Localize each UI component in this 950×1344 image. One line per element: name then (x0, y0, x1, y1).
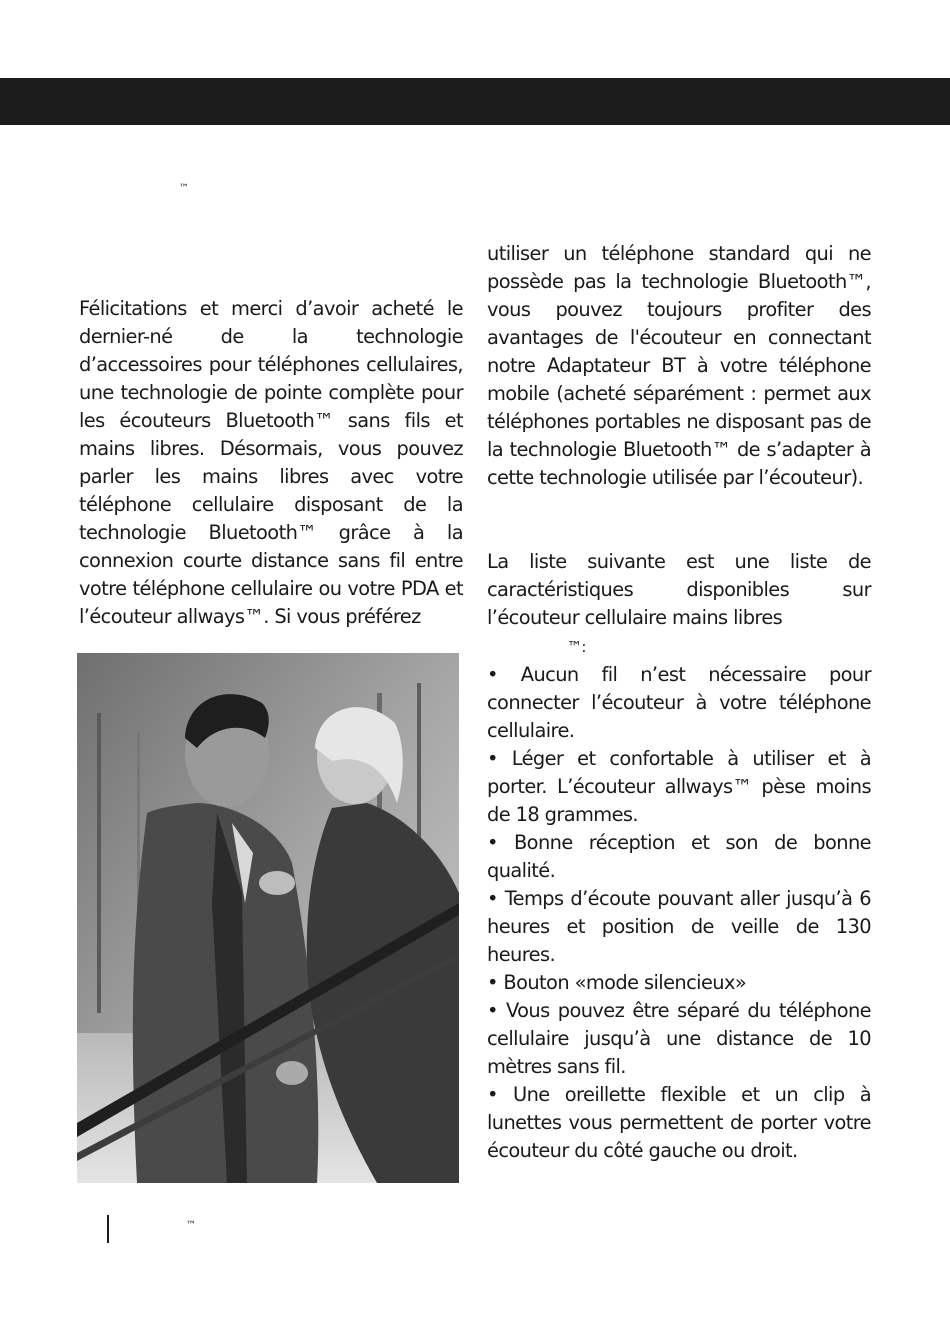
feature-item: • Une oreillette flexible et un clip à lunettes vous permettent de porter votre écouteur du côté gauche ou droit. (487, 1083, 871, 1162)
features-intro-text: La liste suivante est une liste de caractéristiques disponibles sur l’écouteur cellulaire mains libres (487, 550, 871, 629)
right-column (487, 240, 871, 1165)
couple-photo (77, 653, 459, 1183)
footer-trademark: ™ (186, 1220, 196, 1231)
features-intro-trademark: ™: (567, 638, 586, 656)
feature-item: • Léger et confortable à utiliser et à porter. L’écouteur allways™ pèse moins de 18 grammes. (487, 747, 871, 826)
feature-item: • Vous pouvez être séparé du téléphone cellulaire jusqu’à une distance de 10 mètres sans fil. (487, 999, 871, 1078)
feature-item: • Aucun fil n’est nécessaire pour connecter l’écouteur à votre téléphone cellulaire. (487, 663, 871, 742)
section-gap (487, 492, 871, 548)
feature-item: • Bonne réception et son de bonne qualité. (487, 831, 871, 882)
feature-item: • Bouton «mode silencieux» (487, 971, 747, 994)
continuation-paragraph: utiliser un téléphone standard qui ne possède pas la technologie Bluetooth™, vous pouvez toujours profiter des avantages de l'écouteur en connectant notre Adaptateur BT à votre téléphone mobile (acheté séparément : permet aux téléphones portables ne disposant pas de la technologie Bluetooth™ de s’adapter à cette technologie utilisée par l’écouteur). (487, 242, 871, 489)
features-intro (487, 548, 871, 661)
header-bar (0, 78, 950, 125)
left-column (79, 295, 463, 631)
intro-paragraph: Félicitations et merci d’avoir acheté le dernier-né de la technologie d’accessoires pour téléphones cellulaires, une technologie de pointe complète pour les écouteurs Bluetooth™ sans fils et mains libres. Désormais, vous pouvez parler les mains libres avec votre téléphone cellulaire disposant de la technologie Bluetooth™ grâce à la connexion courte distance sans fil entre votre téléphone cellulaire ou votre PDA et l’écouteur allways™. Si vous préférez (79, 297, 463, 628)
header-trademark: ™ (179, 183, 189, 194)
footer-divider (107, 1215, 109, 1243)
feature-item: • Temps d’écoute pouvant aller jusqu’à 6 heures et position de veille de 130 heures. (487, 887, 871, 966)
